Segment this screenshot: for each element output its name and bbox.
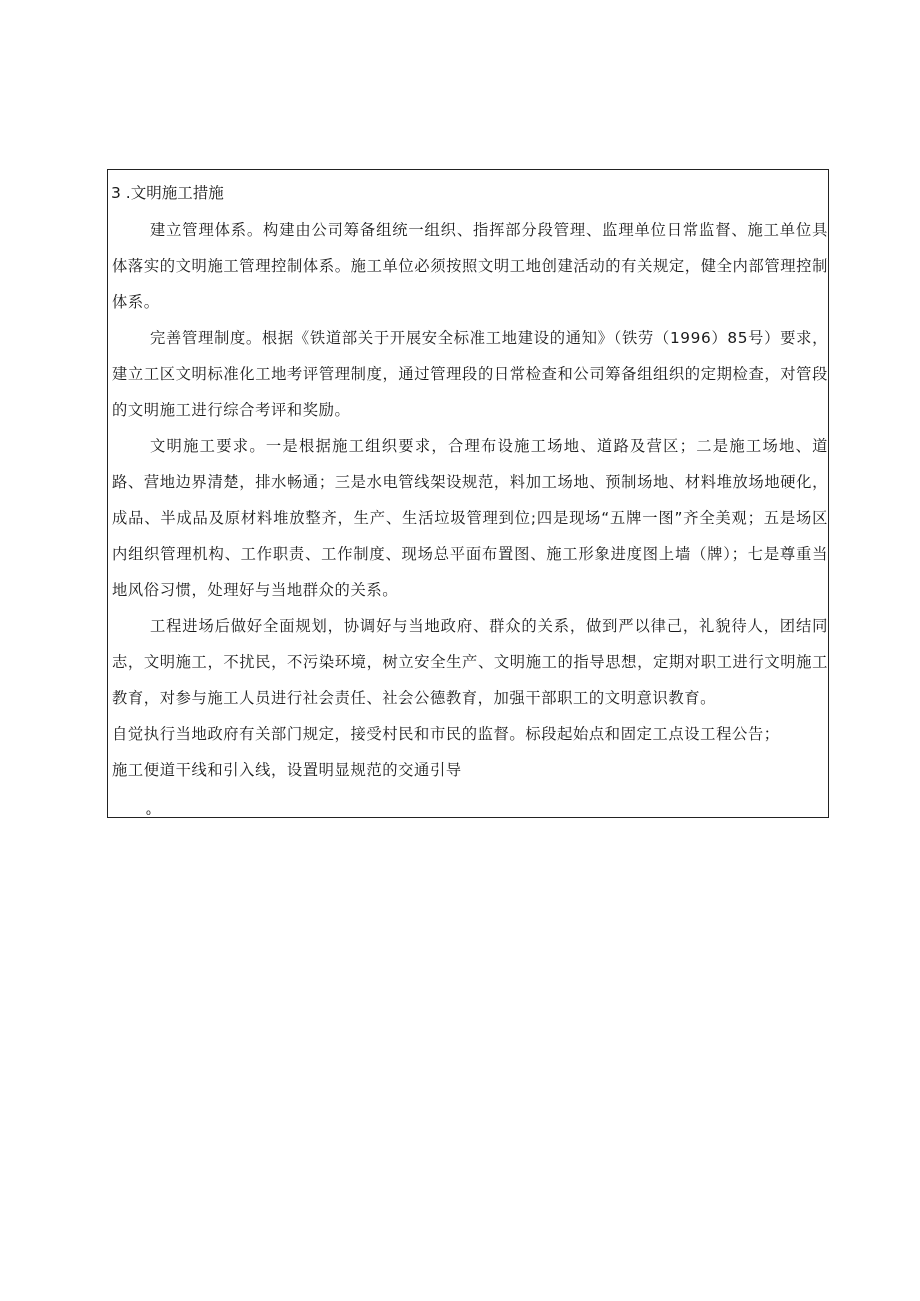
closing-line-traffic-guidance: 施工便道干线和引入线，设置明显规范的交通引导 — [112, 761, 462, 779]
paragraph-end-mark: o — [146, 808, 151, 817]
section-heading: 3 .文明施工措施 — [111, 184, 224, 202]
document-frame — [107, 169, 829, 818]
closing-line-supervision: 自觉执行当地政府有关部门规定，接受村民和市民的监督。标段起始点和固定工点设工程公告； — [112, 725, 780, 743]
paragraph-management-system: 建立管理体系。构建由公司筹备组统一组织、指挥部分段管理、监理单位日常监督、施工单位具体落实的文明施工管理控制体系。施工单位必须按照文明工地创建活动的有关规定，健全内部管理控制体系。 — [112, 221, 828, 311]
document-body — [112, 212, 828, 788]
paragraph-site-planning: 工程进场后做好全面规划，协调好与当地政府、群众的关系，做到严以律己，礼貌待人，团结同志，文明施工，不扰民，不污染环境，树立安全生产、文明施工的指导思想，定期对职工进行文明施工教育，对参与施工人员进行社会责任、社会公德教育，加强干部职工的文明意识教育。 — [112, 617, 828, 707]
paragraph-construction-requirements: 文明施工要求。一是根据施工组织要求，合理布设施工场地、道路及营区；二是施工场地、道路、营地边界清楚，排水畅通；三是水电管线架设规范，料加工场地、预制场地、材料堆放场地硬化，成品、半成品及原材料堆放整齐，生产、生活垃圾管理到位;四是现场“五牌一图”齐全美观；五是场区内组织管理机构、工作职责、工作制度、现场总平面布置图、施工形象进度图上墙（牌）；七是尊重当地风俗习惯，处理好与当地群众的关系。 — [112, 437, 828, 599]
paragraph-management-rules: 完善管理制度。根据《铁道部关于开展安全标准工地建设的通知》（铁劳（1996）85号）要求，建立工区文明标准化工地考评管理制度，通过管理段的日常检查和公司筹备组组织的定期检查，对管段的文明施工进行综合考评和奖励。 — [112, 329, 828, 419]
